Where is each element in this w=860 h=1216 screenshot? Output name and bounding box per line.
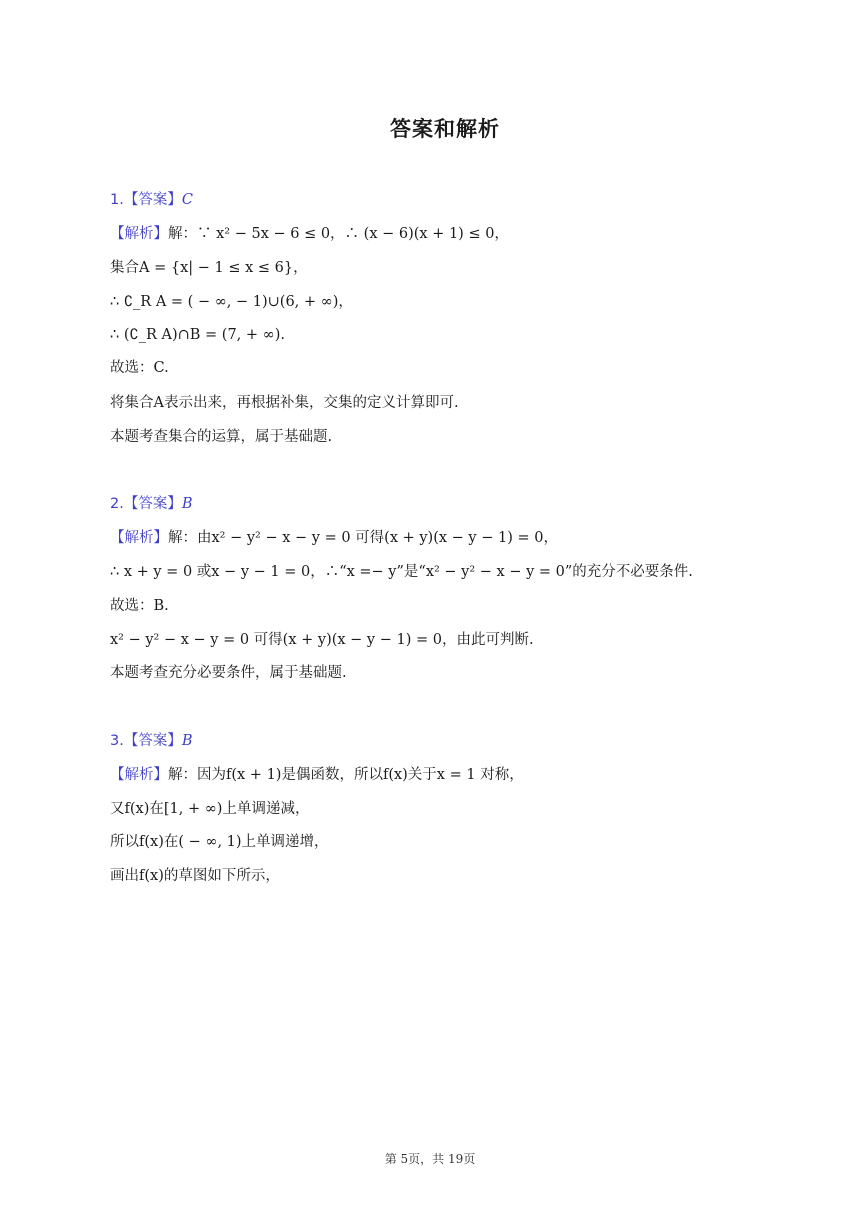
analysis-line: 本题考查集合的运算，属于基础题. <box>110 429 333 445</box>
analysis-line: 所以f(x)在( − ∞, 1)上单调递增， <box>110 834 329 850</box>
analysis-line: 故选：C. <box>110 360 169 376</box>
question-3-analysis-line <box>110 765 524 785</box>
analysis-line: 集合A = {x| − 1 ≤ x ≤ 6}， <box>110 260 308 276</box>
analysis-line: ∴ ∁_R A = ( − ∞, − 1)∪(6, + ∞)， <box>110 294 353 310</box>
analysis-line: x² − y² − x − y = 0 可得(x + y)(x − y − 1) = 0，由此可判断. <box>110 632 534 648</box>
analysis-line: 将集合A表示出来，再根据补集，交集的定义计算即可. <box>110 395 459 411</box>
question-1-header <box>110 190 193 210</box>
question-2-header <box>110 494 193 514</box>
analysis-text: 解：∵ x² − 5x − 6 ≤ 0，∴ (x − 6)(x + 1) ≤ 0， <box>168 226 509 242</box>
analysis-line: 画出f(x)的草图如下所示， <box>110 868 280 884</box>
analysis-text: 解：因为f(x + 1)是偶函数，所以f(x)关于x = 1 对称， <box>168 767 524 783</box>
answer-tag: 【答案】 <box>123 733 182 749</box>
page-footer: 第 5页，共 19页 <box>384 1152 476 1166</box>
analysis-tag: 【解析】 <box>110 226 168 242</box>
answer-value: B <box>181 733 193 749</box>
answer-value: C <box>181 192 193 208</box>
analysis-tag: 【解析】 <box>110 767 168 783</box>
analysis-tag: 【解析】 <box>110 530 168 546</box>
page-title: 答案和解析 <box>390 117 500 141</box>
question-number: 2. <box>110 496 124 512</box>
question-2-analysis-line <box>110 528 558 548</box>
analysis-line: ∴ (∁_R A)∩B = (7, + ∞). <box>110 327 285 343</box>
answer-tag: 【答案】 <box>123 192 182 208</box>
analysis-line: 故选：B. <box>110 598 169 614</box>
question-number: 1. <box>110 192 124 208</box>
analysis-text: 解：由x² − y² − x − y = 0 可得(x + y)(x − y − 1) = 0， <box>168 530 558 546</box>
analysis-line: 又f(x)在[1, + ∞)上单调递减， <box>110 801 310 817</box>
answer-value: B <box>181 496 193 512</box>
question-3-header <box>110 731 193 751</box>
analysis-line: ∴ x + y = 0 或x − y − 1 = 0，∴“x =− y”是“x² − y² − x − y = 0”的充分不必要条件. <box>110 564 693 580</box>
question-number: 3. <box>110 733 124 749</box>
answer-tag: 【答案】 <box>123 496 182 512</box>
question-1-analysis-line <box>110 224 509 244</box>
analysis-line: 本题考查充分必要条件，属于基础题. <box>110 665 347 681</box>
